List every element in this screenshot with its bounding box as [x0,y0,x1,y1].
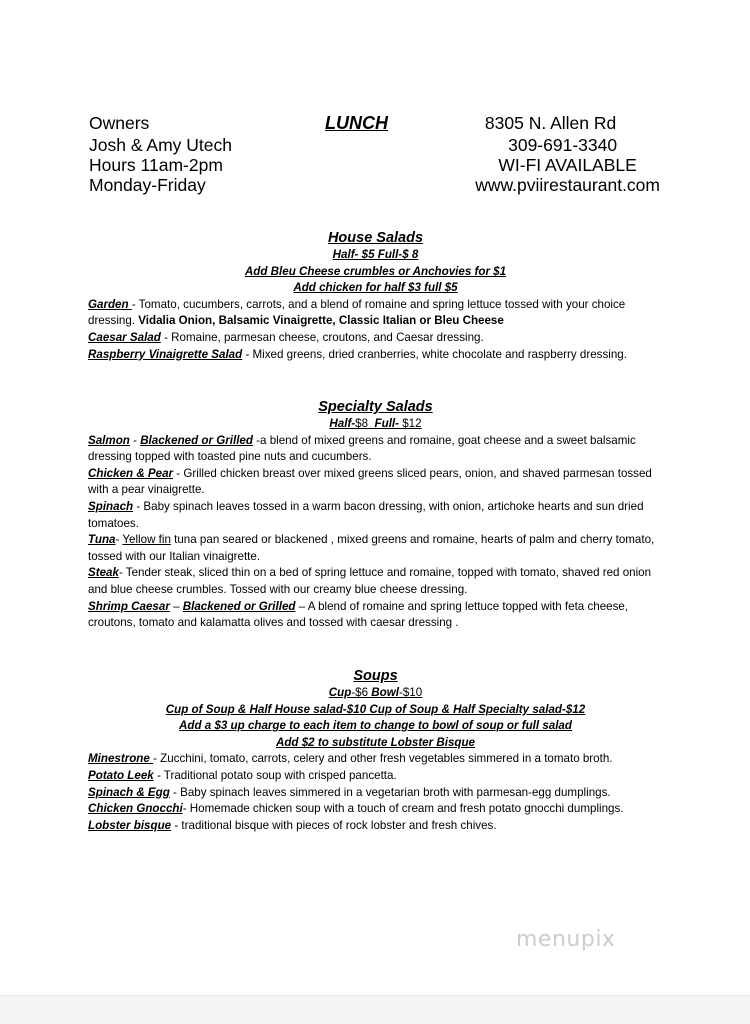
soups-price [88,685,663,702]
cup-label: Cup [328,686,352,699]
item-name: Raspberry Vinaigrette Salad [88,347,243,361]
menu-item [88,532,663,565]
item-desc: - Tomato, cucumbers, carrots, and a blend of romaine and spring lettuce tossed with your choice dressing. [88,297,626,328]
menu-item [88,768,663,785]
menu-item [88,751,663,768]
bowl-price: -$10 [399,686,423,699]
item-desc: - Baby spinach leaves simmered in a vegetarian broth with parmesan-egg dumplings. [169,785,611,799]
full-label: Full- [374,417,399,430]
item-desc: - Baby spinach leaves tossed in a warm bacon dressing, with onion, artichoke hearts and sun dried tomatoes. [88,499,644,530]
item-name: Spinach [88,499,134,513]
item-sep: – [169,599,183,613]
soups-section [88,667,663,834]
half-label: Half- [329,417,356,430]
menu-item [88,297,663,330]
menu-item [88,347,663,364]
lobster-substitute: Add $2 to substitute Lobster Bisque [275,735,476,749]
item-name: Salmon [88,433,130,447]
half-price: $8 [355,417,369,430]
item-desc: - Zucchini, tomato, carrots, celery and other fresh vegetables simmered in a tomato broth. [153,752,613,766]
item-name: Chicken Gnocchi [88,802,183,816]
menu-item [88,466,663,499]
item-desc: - traditional bisque with pieces of rock lobster and fresh chives. [171,818,497,832]
item-name: Steak [88,566,119,580]
item-desc: – A blend of romaine and spring lettuce topped with feta cheese, croutons, tomato and kalamatta olives and tossed with caesar dressing . [88,599,629,630]
item-desc: - Homemade chicken soup with a touch of cream and fresh potato gnocchi dumplings. [182,802,624,816]
item-name: Lobster bisque [88,818,172,832]
item-name: Spinach & Egg [88,785,170,799]
menu-item [88,433,663,466]
house-salads-addon: Add chicken for half $3 full $5 [293,281,458,295]
item-desc: -a blend of mixed greens and romaine, goat cheese and a sweet balsamic dressing topped with toasted pine nuts and cucumbers. [88,433,636,464]
menu-item [88,785,663,802]
item-name: Chicken & Pear [88,466,174,480]
dressing-options: Vidalia Onion, Balsamic Vinaigrette, Classic Italian or Bleu Cheese [138,314,504,328]
item-desc: - Mixed greens, dried cranberries, white chocolate and raspberry dressing. [242,347,627,361]
item-desc: - Grilled chicken breast over mixed greens sliced pears, onion, and shaved parmesan tossed with a pear vinaigrette. [88,466,652,497]
owners-block [89,113,232,195]
website: www.pviirestaurant.com [475,175,660,195]
wifi: WI-FI AVAILABLE [498,155,637,175]
item-style: Blackened or Grilled [182,599,296,613]
item-name: Potato Leek [88,768,154,782]
menu-item [88,499,663,532]
specialty-salads-section [88,398,663,632]
house-salads-price: Half- $5 Full-$ 8 [332,248,419,261]
item-style: Blackened or Grilled [140,433,253,447]
days: Monday-Friday [89,175,206,195]
soups-title: Soups [353,668,398,684]
house-salads-section [88,229,663,363]
contact-block [441,113,660,195]
item-desc: - Romaine, parmesan cheese, croutons, and Caesar dressing. [160,330,484,344]
item-name: Tuna [88,533,116,547]
specialty-salads-title: Specialty Salads [318,399,433,415]
owners-names: Josh & Amy Utech [89,135,232,155]
phone: 309-691-3340 [508,135,618,155]
soup-upcharge: Add a $3 up charge to each item to change to bowl of soup or full salad [179,719,572,733]
item-name: Minestrone [88,752,154,766]
item-desc: tuna pan seared or blackened , mixed greens and romaine, hearts of palm and cherry tomato, tossed with our Italian vinaigrette. [88,533,655,563]
menu-item [88,565,663,598]
cup-price: -$6 [351,686,372,699]
item-name: Garden [88,297,132,311]
menu-item [88,599,663,632]
item-desc: - Traditional potato soup with crisped pancetta. [153,768,397,782]
specialty-salads-price [88,416,663,433]
bowl-label: Bowl [371,686,399,699]
item-name: Caesar Salad [88,330,161,344]
owners-label: Owners [89,113,150,133]
menupix-watermark: menupix [516,927,616,952]
item-sep: - [129,433,141,447]
full-price: $12 [399,417,422,430]
menu-item [88,818,663,835]
menu-item [88,801,663,818]
house-salads-title: House Salads [327,230,424,246]
address: 8305 N. Allen Rd [484,113,617,133]
house-salads-addon: Add Bleu Cheese crumbles or Anchovies for $1 [244,264,507,278]
item-style: Yellow fin [122,533,171,547]
item-name: Shrimp Caesar [88,599,170,613]
hours: Hours 11am-2pm [89,155,223,175]
bottom-bar [0,995,750,1024]
menu-item [88,330,663,347]
menu-title: LUNCH [325,113,388,133]
soup-combo: Cup of Soup & Half House salad-$10 Cup of Soup & Half Specialty salad-$12 [165,702,586,716]
item-desc: - Tender steak, sliced thin on a bed of spring lettuce and romaine, topped with tomato, shaved red onion and blue cheese crumbles. Tossed with our creamy blue cheese dressing. [88,566,652,596]
item-sep: - [115,533,123,547]
